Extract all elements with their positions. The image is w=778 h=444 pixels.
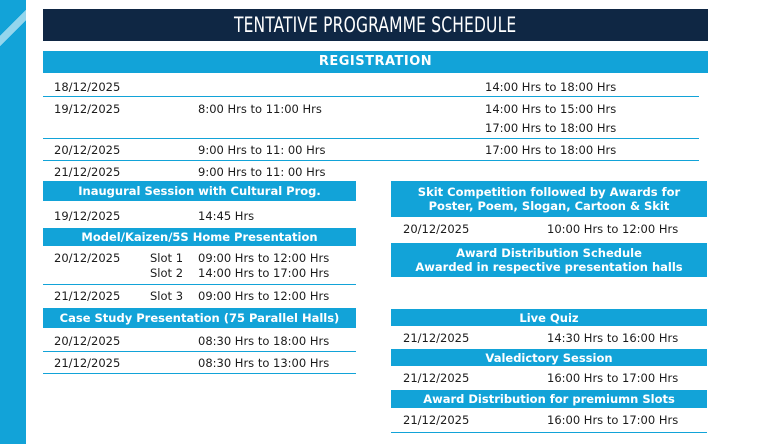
registration-time-4a: 9:00 Hrs to 11: 00 Hrs	[198, 165, 326, 179]
valedictory-header: Valedictory Session	[391, 349, 707, 366]
case-study-time-1: 08:30 Hrs to 18:00 Hrs	[198, 334, 330, 348]
divider	[43, 351, 356, 352]
registration-time-2a: 8:00 Hrs to 11:00 Hrs	[198, 102, 322, 116]
live-quiz-time: 14:30 Hrs to 16:00 Hrs	[547, 331, 679, 345]
model-date-3: 21/12/2025	[54, 289, 121, 303]
case-study-time-2: 08:30 Hrs to 13:00 Hrs	[198, 356, 330, 370]
model-time-1: 09:00 Hrs to 12:00 Hrs	[198, 251, 330, 265]
registration-date-3: 20/12/2025	[54, 143, 121, 157]
registration-time-1b: 14:00 Hrs to 18:00 Hrs	[485, 80, 617, 94]
skit-time: 10:00 Hrs to 12:00 Hrs	[547, 222, 679, 236]
case-study-header: Case Study Presentation (75 Parallel Halls)	[43, 308, 356, 328]
divider	[391, 432, 707, 433]
case-study-date-1: 20/12/2025	[54, 334, 121, 348]
inaugural-header: Inaugural Session with Cultural Prog.	[43, 181, 356, 201]
inaugural-time: 14:45 Hrs	[198, 209, 255, 223]
skit-header	[391, 181, 707, 217]
divider	[43, 160, 699, 161]
live-quiz-date: 21/12/2025	[403, 331, 470, 345]
model-slot-2: Slot 2	[150, 266, 184, 280]
registration-time-3b: 17:00 Hrs to 18:00 Hrs	[485, 143, 617, 157]
registration-header: REGISTRATION	[43, 51, 708, 73]
left-accent-stripe	[0, 10, 26, 70]
registration-date-1: 18/12/2025	[54, 80, 121, 94]
award-schedule-line2: Awarded in respective presentation halls	[415, 260, 683, 274]
model-slot-3: Slot 3	[150, 289, 184, 303]
registration-time-2c: 17:00 Hrs to 18:00 Hrs	[485, 121, 617, 135]
skit-header-line1: Skit Competition followed by Awards for	[417, 185, 681, 199]
registration-date-4: 21/12/2025	[54, 165, 121, 179]
case-study-date-2: 21/12/2025	[54, 356, 121, 370]
valedictory-time: 16:00 Hrs to 17:00 Hrs	[547, 371, 679, 385]
model-date-1: 20/12/2025	[54, 251, 121, 265]
registration-time-2b: 14:00 Hrs to 15:00 Hrs	[485, 102, 617, 116]
award-schedule-line1: Award Distribution Schedule	[456, 246, 642, 260]
divider	[43, 373, 356, 374]
divider	[43, 138, 699, 139]
premium-time: 16:00 Hrs to 17:00 Hrs	[547, 413, 679, 427]
valedictory-date: 21/12/2025	[403, 371, 470, 385]
divider	[43, 284, 356, 285]
live-quiz-header: Live Quiz	[391, 309, 707, 326]
premium-header: Award Distribution for premiumn Slots	[391, 390, 707, 408]
divider	[43, 96, 699, 97]
skit-header-line2: Poster, Poem, Slogan, Cartoon & Skit	[428, 199, 670, 213]
registration-time-3a: 9:00 Hrs to 11: 00 Hrs	[198, 143, 326, 157]
page-title-text: TENTATIVE PROGRAMME SCHEDULE	[234, 13, 517, 37]
registration-date-2: 19/12/2025	[54, 102, 121, 116]
model-slot-1: Slot 1	[150, 251, 184, 265]
premium-date: 21/12/2025	[403, 413, 470, 427]
model-header: Model/Kaizen/5S Home Presentation	[43, 228, 356, 246]
inaugural-date: 19/12/2025	[54, 209, 121, 223]
award-schedule-header	[391, 243, 707, 277]
skit-date: 20/12/2025	[403, 222, 470, 236]
page-title	[43, 9, 708, 41]
model-time-2: 14:00 Hrs to 17:00 Hrs	[198, 266, 330, 280]
model-time-3: 09:00 Hrs to 12:00 Hrs	[198, 289, 330, 303]
